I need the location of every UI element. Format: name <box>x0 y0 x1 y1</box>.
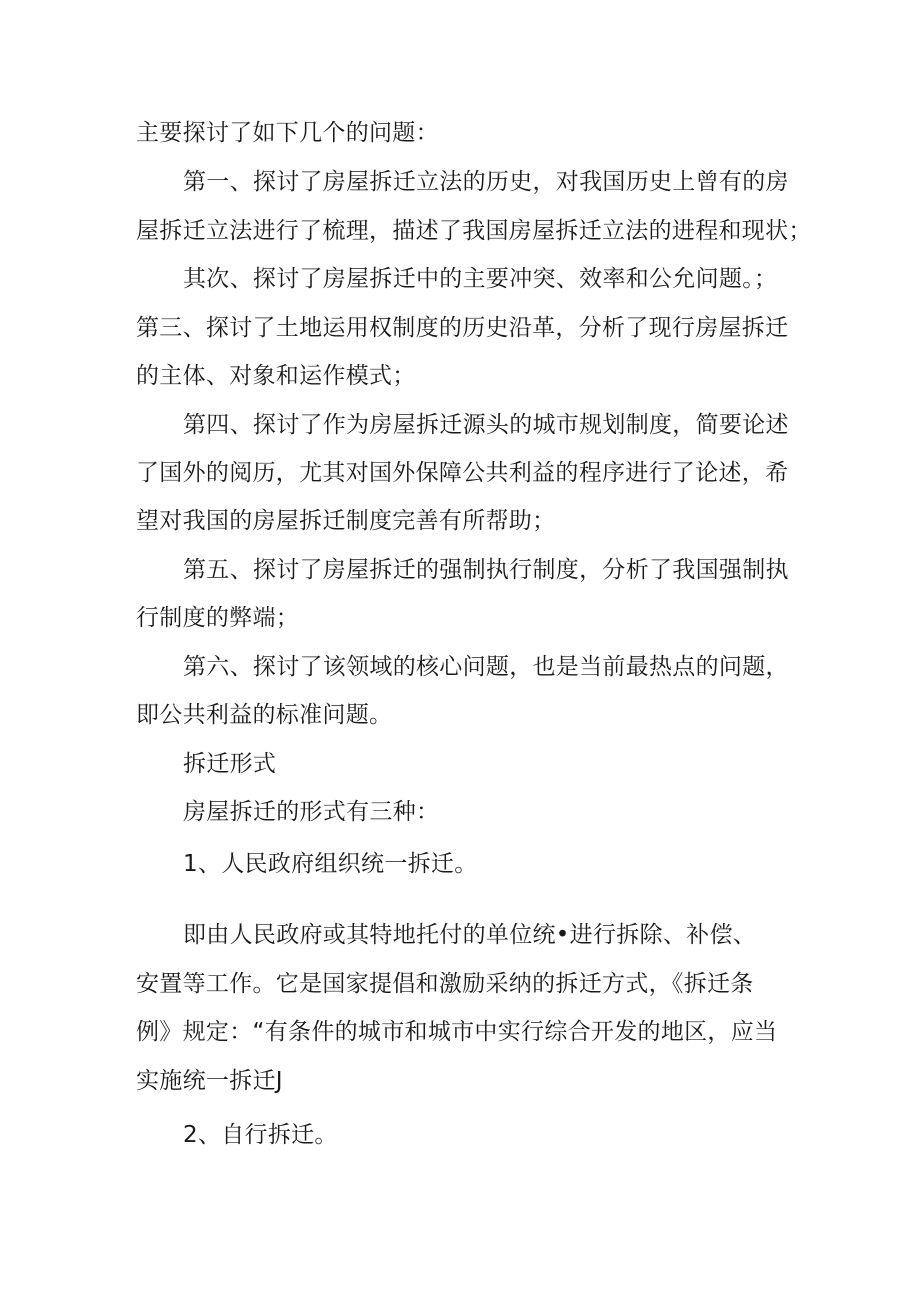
text-line-forms-intro: 房屋拆迁的形式有三种： <box>183 799 440 825</box>
text-line-item-4-mid: 了国外的阅历，尤其对国外保障公共利益的程序进行了论述，希 <box>136 460 789 486</box>
list-item-form-1: 1、人民政府组织统一拆迁。 <box>183 851 478 877</box>
text-line-item-6-end: 即公共利益的标准问题。 <box>136 702 393 728</box>
text-line-item-3-end: 的主体、对象和运作模式； <box>136 363 416 389</box>
text-line-form-1-desc-1: 即由人民政府或其特地托付的单位统•进行拆除、补偿、 <box>183 922 757 948</box>
text-line-item-1-end: 屋拆迁立法进行了梳理，描述了我国房屋拆迁立法的进程和现状； <box>136 218 812 244</box>
text-line-item-1-start: 第一、探讨了房屋拆迁立法的历史，对我国历史上曾有的房 <box>183 169 789 195</box>
text-line-item-5-start: 第五、探讨了房屋拆迁的强制执行制度，分析了我国强制执 <box>183 557 789 583</box>
text-line-item-5-end: 行制度的弊端； <box>136 605 300 631</box>
text-line-form-1-desc-2: 安置等工作。它是国家提倡和激励采纳的拆迁方式，《拆迁条 <box>136 971 754 997</box>
text-line-item-2: 其次、探讨了房屋拆迁中的主要冲突、效率和公允问题。； <box>183 266 778 292</box>
section-heading: 拆迁形式 <box>183 751 277 777</box>
text-line-intro: 主要探讨了如下几个的问题： <box>136 120 439 146</box>
text-line-item-4-start: 第四、探讨了作为房屋拆迁源头的城市规划制度，简要论述 <box>183 412 789 438</box>
text-line-form-1-desc-3: 例》规定：“有条件的城市和城市中实行综合开发的地区，应当 <box>136 1019 778 1045</box>
list-item-form-2: 2、自行拆迁。 <box>183 1122 338 1148</box>
text-line-item-3-start: 第三、探讨了土地运用权制度的历史沿革，分析了现行房屋拆迁 <box>136 315 789 341</box>
text-line-form-1-desc-4: 实施统一拆迁J <box>136 1068 283 1094</box>
text-line-item-6-start: 第六、探讨了该领域的核心问题，也是当前最热点的问题， <box>183 654 789 680</box>
text-line-item-4-end: 望对我国的房屋拆迁制度完善有所帮助； <box>136 508 556 534</box>
